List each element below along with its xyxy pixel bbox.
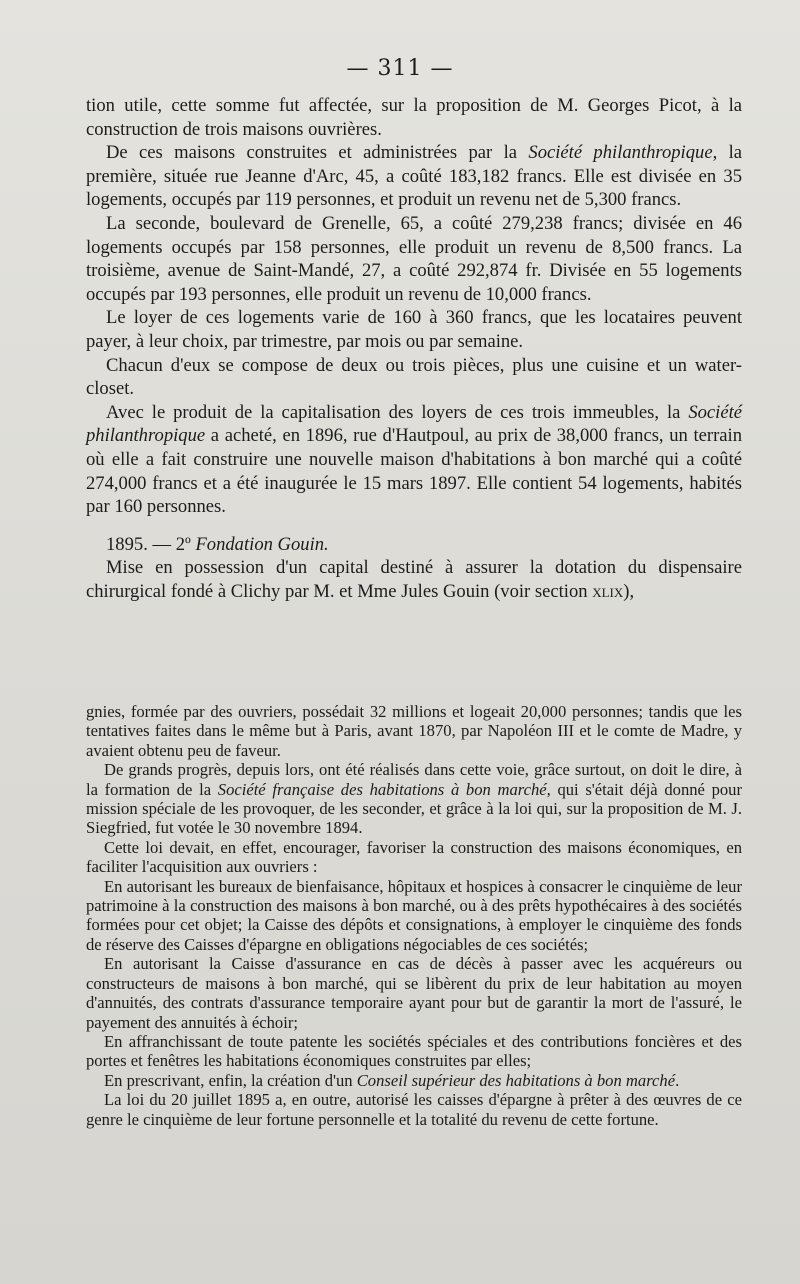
paragraph [86,760,742,838]
paragraph: En affranchissant de toute patente les sociétés spéciales et des contributions foncières et des portes et fenêtres les habitations économiques construites par elles; [86,1031,742,1071]
text-span: ), [623,580,635,602]
text-span: De grands progrès, depuis lors, ont été réalisés dans cette voie, grâce surtout, on doit le dire, à la formation de la [86,760,742,799]
text-span: Avec le produit de la capitalisation des loyers de ces trois immeubles, la [106,401,689,423]
paragraph: Le loyer de ces logements varie de 160 à 360 francs, que les locataires peuvent payer, à leur choix, par trimestre, par mois ou par semaine. [86,307,742,352]
italic-span: Société française des habitations à bon marché [217,779,547,799]
main-text-block [86,94,742,603]
overlay-text-block [86,702,742,1129]
text-span: , qui s'était déjà donné pour mission spéciale de les provoquer, de les seconder, et grâce à la loi qui, sur la proposition de M. J. Siegfried, fut votée le 30 novembre 1894. [86,779,742,838]
text-span: En prescrivant, enfin, la création d'un [104,1070,357,1090]
text-span: a acheté, en 1896, rue d'Hautpoul, au prix de 38,000 francs, un terrain où elle a fait construire une nouvelle maison d'habitations à bon marché qui a coûté 274,000 francs et a été inaugurée le 15 mars 1897. Elle contient 54 logements, habités par 160 personnes. [86,425,742,518]
italic-span: Société philanthropique [86,401,742,447]
paragraph [86,556,742,603]
paragraph [86,141,742,212]
page-number: — 311 — [346,56,454,81]
paragraph: Chacun d'eux se compose de deux ou trois pièces, plus une cuisine et un water-closet. [86,354,742,400]
paragraph: gnies, formée par des ouvriers, possédait 32 millions et logeait 20,000 personnes; tandis que les tentatives faites dans le même but à Paris, avant 1870, par Napoléon III et le comte de Madre, y avaient obtenu peu de faveur. [86,702,742,760]
paragraph [86,1071,742,1090]
paragraph: En autorisant la Caisse d'assurance en cas de décès à passer avec les acquéreurs ou constructeurs de maisons à bon marché, qui se libèrent du prix de leur habitation au moyen d'annuités, des contrats d'assurance temporaire ayant pour but de garantir la mort de l'assuré, le payement des annuités à échoir; [86,954,742,1032]
paragraph [86,401,742,519]
text-span: De ces maisons construites et administrées par la [106,142,529,164]
paragraph: tion utile, cette somme fut affectée, sur la proposition de M. Georges Picot, à la construction de trois maisons ouvrières. [86,95,742,140]
text-span: Mise en possession d'un capital destiné à assurer la dotation du dispensaire chirurgical fondé à Clichy par M. et Mme Jules Gouin (voir section [86,557,742,602]
paragraph: La loi du 20 juillet 1895 a, en outre, autorisé les caisses d'épargne à prêter à des œuvres de ce genre le cinquième de leur fortune personnelle et la totalité du revenu de cette fortune. [86,1090,742,1129]
text-span: 1895. — 2º [106,533,196,555]
paragraph: Cette loi devait, en effet, encourager, favoriser la construction des maisons économiques, en faciliter l'acquisition aux ouvriers : [86,837,742,877]
italic-span: Conseil supérieur des habitations à bon marché [356,1070,676,1090]
section-heading [86,533,742,557]
text-span: . [675,1070,680,1090]
paragraph: La seconde, boulevard de Grenelle, 65, a coûté 279,238 francs; divisée en 46 logements occupés par 158 personnes, elle produit un revenu de 8,500 francs. La troisième, avenue de Saint-Mandé, 27, a coûté 292,874 fr. Divisée en 55 logements occupés par 193 personnes, elle produit un revenu de 10,000 francs. [86,212,742,305]
italic-span: Société philanthropique [528,142,713,164]
italic-span: Fondation Gouin. [195,533,329,555]
paragraph: En autorisant les bureaux de bienfaisance, hôpitaux et hospices à consacrer le cinquième de leur patrimoine à la construction des maisons à bon marché, ou à des prêts hypothécaires à des sociétés formées pour cet objet; la Caisse des dépôts et consignations, à employer le cinquième des fonds de réserve des Caisses d'épargne en obligations négociables de ces sociétés; [86,876,742,954]
text-span: , la première, située rue Jeanne d'Arc, 45, a coûté 183,182 francs. Elle est divisée en 35 logements, occupés par 119 personnes, et produit un revenu net de 5,300 francs. [86,142,743,211]
small-caps-span: xlix [592,580,624,602]
